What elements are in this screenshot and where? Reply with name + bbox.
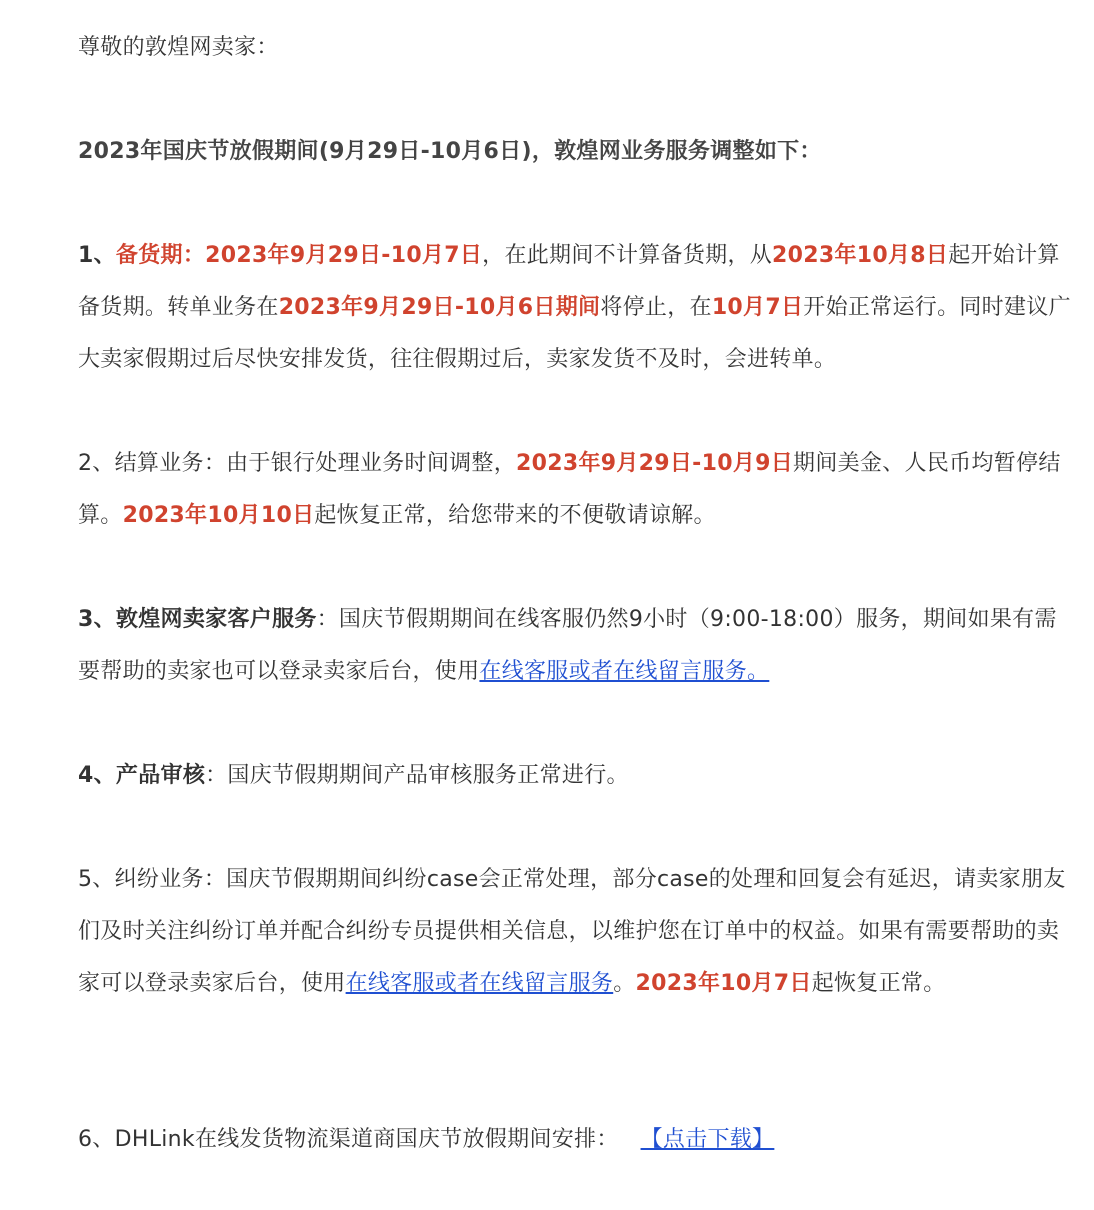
section-2-text-3: 起恢复正常，给您带来的不便敬请谅解。 <box>314 503 716 528</box>
section-4-heading: 产品审核 <box>115 763 206 788</box>
section-1-heading: 备货期： <box>115 243 206 268</box>
section-1-date-1: 2023年9月29日-10月7日 <box>205 243 483 268</box>
section-6-text: DHLink在线发货物流渠道商国庆节放假期间安排： <box>114 1127 619 1152</box>
section-2-text-2: 期间美金、人民币均暂停结算。 <box>78 451 1061 528</box>
section-5-heading: 纠纷业务 <box>114 867 204 892</box>
section-2-text-1: ：由于银行处理业务时间调整， <box>203 451 517 476</box>
section-5-text-3: 起恢复正常。 <box>811 971 946 996</box>
section-5 <box>78 854 1078 1010</box>
section-5-text-1: ：国庆节假期期间纠纷case会正常处理，部分case的处理和回复会有延迟，请卖家朋友们及时关注纠纷订单并配合纠纷专员提供相关信息，以维护您在订单中的权益。如果有需要帮助的卖家可以登录卖家后台，使用 <box>78 867 1066 996</box>
section-2-heading: 结算业务 <box>114 451 204 476</box>
section-2-number: 2、 <box>78 451 115 476</box>
section-4-text-1: ：国庆节假期期间产品审核服务正常进行。 <box>205 763 629 788</box>
section-1-text-1: ，在此期间不计算备货期，从 <box>482 243 773 268</box>
spacer <box>78 698 1078 750</box>
section-3-number: 3、 <box>78 607 116 632</box>
section-1-text-4: 开始正常运行。同时建议广大卖家假期过后尽快安排发货，往往假期过后，卖家发货不及时，会进转单。 <box>78 295 1071 372</box>
section-2 <box>78 438 1078 542</box>
online-service-link[interactable]: 在线客服或者在线留言服务。 <box>479 659 770 684</box>
section-4 <box>78 750 1078 802</box>
spacer <box>78 802 1078 854</box>
spacer <box>78 1010 1078 1114</box>
intro-line: 2023年国庆节放假期间(9月29日-10月6日)，敦煌网业务服务调整如下： <box>78 139 822 164</box>
section-3-text-1: ：国庆节假期期间在线客服仍然9小时（9:00-18:00）服务，期间如果有需要帮助的卖家也可以登录卖家后台，使用 <box>78 607 1057 684</box>
section-3-heading: 敦煌网卖家客户服务 <box>115 607 317 632</box>
section-1-text-3: 将停止，在 <box>600 295 712 320</box>
section-5-date-1: 2023年10月7日 <box>635 971 812 996</box>
download-link[interactable]: 【点击下载】 <box>640 1127 775 1152</box>
section-1 <box>78 230 1078 386</box>
section-2-date-1: 2023年9月29日-10月9日 <box>516 451 794 476</box>
online-service-link-2[interactable]: 在线客服或者在线留言服务 <box>345 971 614 996</box>
spacer <box>78 386 1078 438</box>
spacer <box>78 542 1078 594</box>
section-6-number: 6、 <box>78 1127 115 1152</box>
section-1-text-2: 起开始计算备货期。转单业务在 <box>78 243 1060 320</box>
section-1-date-2: 2023年10月8日 <box>772 243 949 268</box>
section-6 <box>78 1114 1078 1166</box>
section-5-number: 5、 <box>78 867 115 892</box>
spacer <box>78 178 1078 230</box>
notice-document <box>78 22 1078 1166</box>
section-3 <box>78 594 1078 698</box>
section-1-date-4: 10月7日 <box>711 295 804 320</box>
section-4-number: 4、 <box>78 763 116 788</box>
greeting: 尊敬的敦煌网卖家： <box>78 35 279 60</box>
section-5-text-2: 。 <box>613 971 636 996</box>
section-1-date-3: 2023年9月29日-10月6日期间 <box>278 295 601 320</box>
section-2-date-2: 2023年10月10日 <box>122 503 315 528</box>
section-1-number: 1、 <box>78 243 116 268</box>
spacer <box>78 74 1078 126</box>
